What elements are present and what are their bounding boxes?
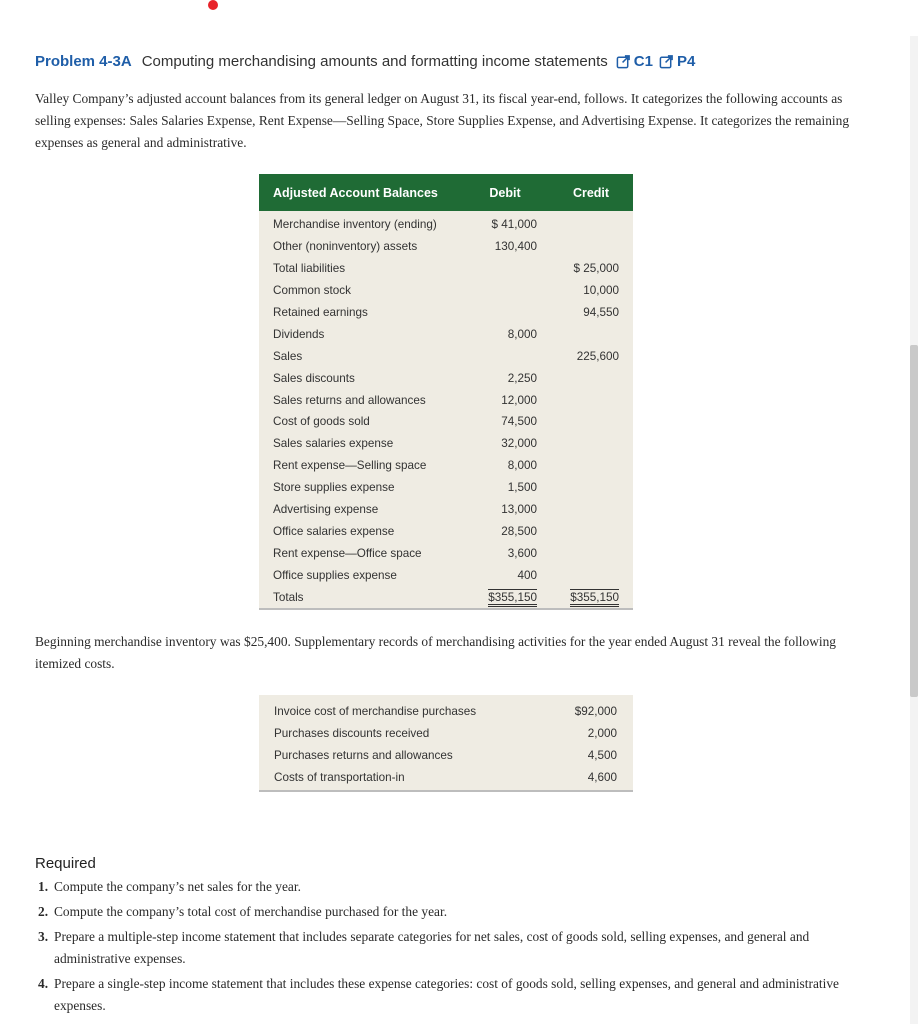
credit-value	[549, 323, 633, 345]
credit-value	[549, 411, 633, 433]
credit-value: $ 25,000	[573, 262, 619, 276]
external-link-icon	[616, 54, 631, 69]
table-row	[259, 499, 633, 521]
credit-value	[549, 542, 633, 564]
credit-value	[549, 477, 633, 499]
table-row	[259, 345, 633, 367]
account-label: Rent expense—Selling space	[273, 459, 427, 473]
item-number: 1.	[38, 879, 49, 894]
account-label: Merchandise inventory (ending)	[273, 218, 437, 232]
cost-label: Purchases returns and allowances	[274, 748, 453, 762]
header-debit: Debit	[461, 174, 549, 211]
table-row	[259, 323, 633, 345]
account-label: Sales returns and allowances	[273, 393, 426, 407]
table-row	[259, 766, 633, 791]
problem-title-row	[35, 53, 701, 70]
table-row	[259, 302, 633, 324]
credit-value: 225,600	[576, 349, 619, 363]
credit-value	[549, 211, 633, 236]
list-item	[38, 901, 858, 923]
item-text: Prepare a multiple-step income statement that includes separate categories for net sales, cost of goods sold, selling expenses, and general and administrative expenses.	[54, 929, 810, 966]
table-row	[259, 236, 633, 258]
debit-value	[461, 302, 549, 324]
account-label: Common stock	[273, 284, 351, 298]
required-list	[38, 876, 858, 1020]
cost-value: 4,600	[554, 766, 633, 791]
problem-number: Problem 4-3A	[35, 53, 132, 70]
debit-value: 130,400	[494, 240, 537, 254]
credit-value	[549, 389, 633, 411]
table-row	[259, 367, 633, 389]
tag-c1-link[interactable]	[616, 53, 653, 70]
debit-value: 8,000	[507, 327, 537, 341]
credit-value: 10,000	[583, 284, 619, 298]
debit-value	[461, 258, 549, 280]
item-text: Compute the company’s net sales for the year.	[54, 879, 301, 894]
cost-label: Invoice cost of merchandise purchases	[274, 704, 477, 718]
list-item	[38, 973, 858, 1017]
header-account: Adjusted Account Balances	[259, 174, 461, 211]
cost-label: Costs of transportation-in	[259, 766, 554, 791]
table-row	[259, 211, 633, 236]
list-item	[38, 876, 858, 898]
table-row	[259, 520, 633, 542]
debit-value	[461, 345, 549, 367]
totals-row	[259, 586, 633, 609]
account-label: Cost of goods sold	[273, 415, 370, 429]
credit-value	[549, 499, 633, 521]
cost-label: Purchases discounts received	[274, 726, 430, 740]
table-row	[259, 695, 633, 722]
credit-value	[549, 433, 633, 455]
table-row	[259, 477, 633, 499]
inventory-paragraph: Beginning merchandise inventory was $25,400. Supplementary records of merchandising activities for the year ended August 31 reveal the following itemized costs.	[35, 634, 836, 671]
table-row	[259, 542, 633, 564]
item-number: 2.	[38, 904, 49, 919]
cost-value: 4,500	[587, 748, 617, 762]
cost-value: 2,000	[587, 726, 617, 740]
item-number: 3.	[38, 929, 49, 944]
credit-value: 94,550	[583, 306, 619, 319]
cost-value: $92,000	[574, 704, 617, 718]
debit-value: 8,000	[507, 459, 537, 473]
debit-value: 28,500	[501, 524, 537, 538]
debit-value: 32,000	[501, 437, 537, 451]
totals-credit-value: $355,150	[570, 589, 619, 607]
account-label: Office supplies expense	[273, 568, 397, 582]
item-text: Compute the company’s total cost of merchandise purchased for the year.	[54, 904, 448, 919]
account-label: Total liabilities	[273, 262, 346, 276]
adjusted-balances-table	[259, 174, 633, 610]
account-label: Sales	[273, 349, 303, 363]
list-item	[38, 926, 858, 970]
credit-value	[549, 236, 633, 258]
debit-value: 1,500	[507, 481, 537, 495]
account-label: Office salaries expense	[273, 524, 395, 538]
scrollbar-thumb[interactable]	[910, 345, 918, 697]
debit-value: 12,000	[501, 393, 537, 407]
account-label: Store supplies expense	[273, 481, 395, 495]
account-label: Other (noninventory) assets	[273, 240, 418, 254]
totals-debit	[461, 586, 549, 609]
debit-value: 13,000	[501, 503, 537, 517]
debit-value: 74,500	[501, 415, 537, 429]
item-number: 4.	[38, 976, 49, 991]
account-label: Rent expense—Office space	[273, 546, 422, 560]
problem-title: Computing merchandising amounts and formatting income statements	[141, 53, 608, 70]
totals-label: Totals	[259, 586, 461, 609]
credit-value	[549, 564, 633, 586]
table-row	[259, 433, 633, 455]
tag-p4-link[interactable]	[659, 53, 695, 70]
table-row	[259, 744, 633, 766]
credit-value	[549, 455, 633, 477]
tag-p4-label: P4	[676, 53, 696, 70]
debit-value	[461, 280, 549, 302]
account-label: Retained earnings	[273, 306, 368, 319]
table-row	[259, 389, 633, 411]
itemized-costs-table	[259, 695, 633, 792]
credit-value	[549, 520, 633, 542]
item-text: Prepare a single-step income statement that includes these expense categories: cost of goods sold, selling expenses, and general and administrative expenses.	[54, 976, 839, 1013]
totals-credit	[549, 586, 633, 609]
notification-dot	[208, 0, 218, 10]
external-link-icon	[659, 54, 674, 69]
required-heading: Required	[35, 855, 96, 872]
account-label: Advertising expense	[273, 503, 379, 517]
debit-value: $ 41,000	[491, 218, 537, 232]
table-row	[259, 258, 633, 280]
table-row	[259, 722, 633, 744]
table-header-row	[259, 174, 633, 211]
debit-value: 3,600	[507, 546, 537, 560]
intro-paragraph: Valley Company’s adjusted account balances from its general ledger on August 31, its fiscal year-end, follows. It categorizes the following accounts as selling expenses: Sales Salaries Expense, Rent Expense—Selling Space, Store Supplies Expense, and Advertising Expense. It categorizes the remaining expenses as general and administrative.	[35, 91, 850, 150]
account-label: Sales discounts	[273, 371, 355, 385]
account-label: Sales salaries expense	[273, 437, 394, 451]
table-row	[259, 411, 633, 433]
credit-value	[549, 367, 633, 389]
table-row	[259, 564, 633, 586]
tag-c1-label: C1	[633, 53, 653, 70]
account-label: Dividends	[273, 327, 325, 341]
debit-value: 400	[517, 568, 537, 582]
table-row	[259, 280, 633, 302]
table-row	[259, 455, 633, 477]
debit-value: 2,250	[507, 371, 537, 385]
header-credit: Credit	[549, 174, 633, 211]
totals-debit-value: $355,150	[488, 589, 537, 607]
